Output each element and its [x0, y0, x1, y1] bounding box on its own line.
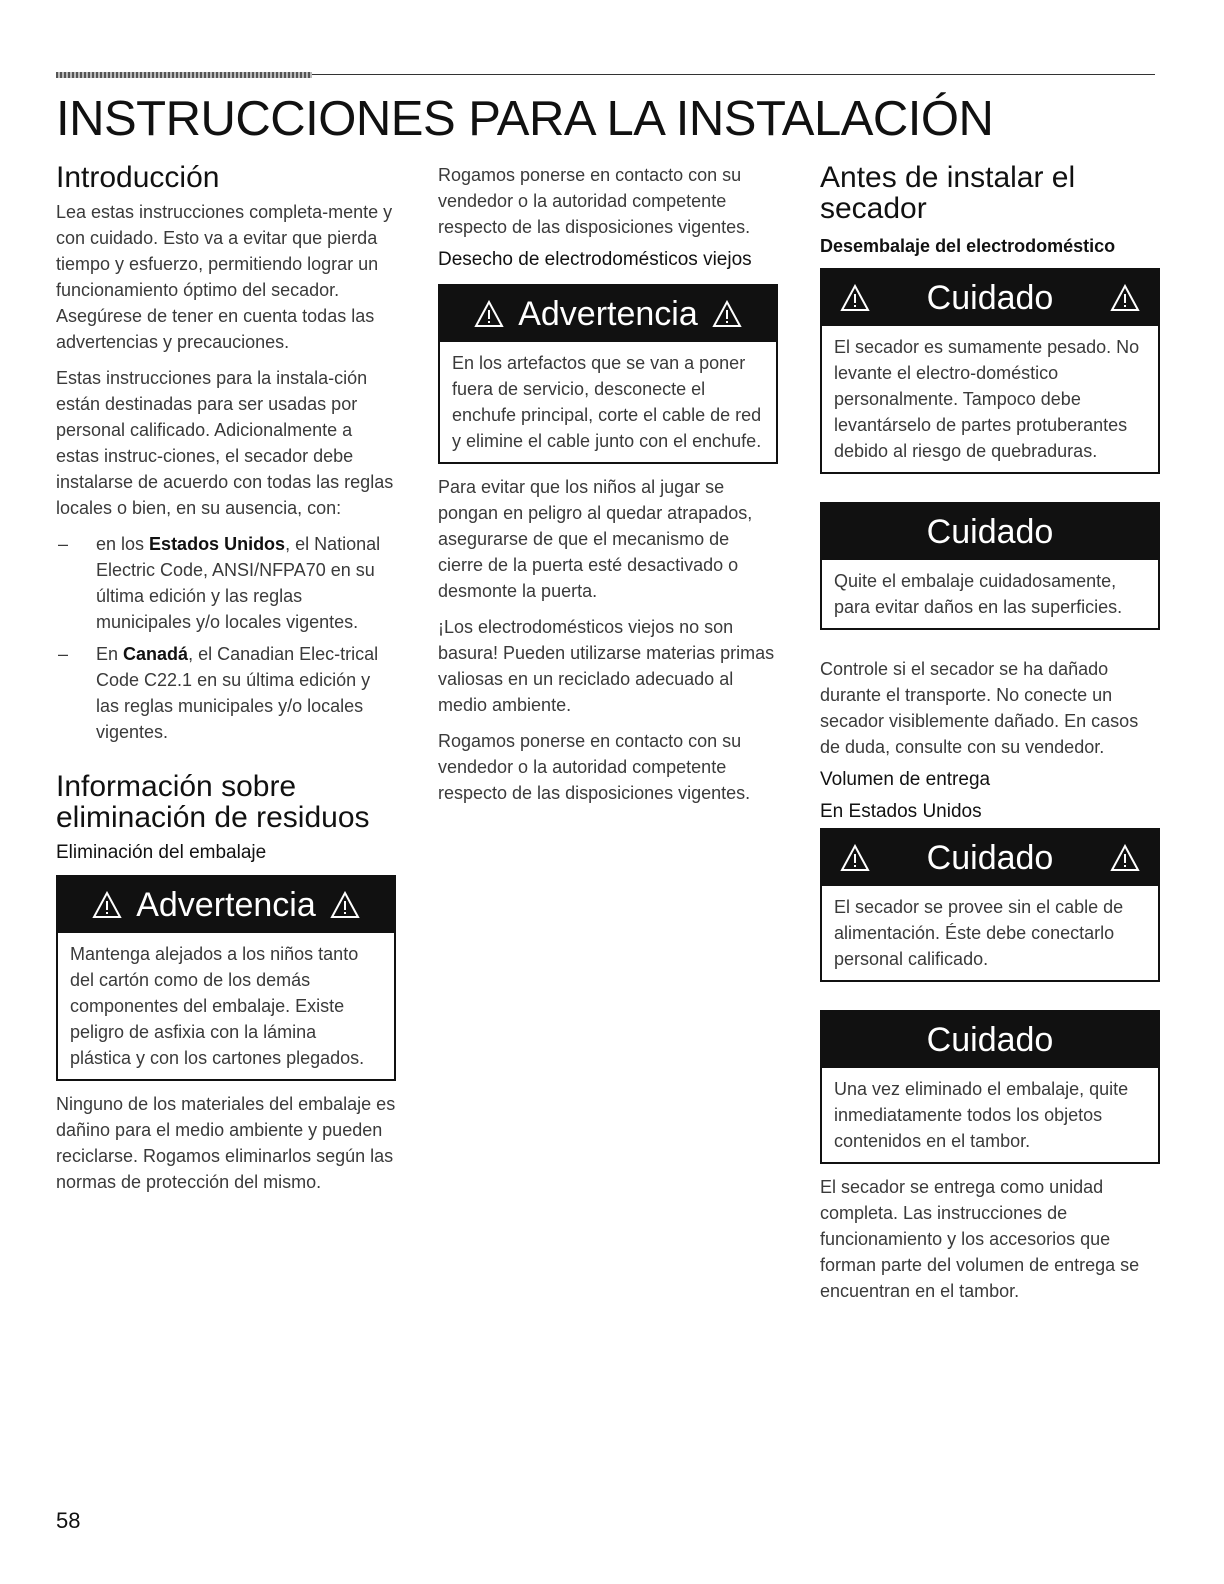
- caution-box-drum: [820, 1010, 1160, 1164]
- children-paragraph: Para evitar que los niños al jugar se pongan en peligro al quedar atrapados, asegurarse de que el mecanismo de cierre de la puerta esté desactivado o desmonte la puerta.: [438, 477, 753, 601]
- warning-triangle-icon: [840, 844, 870, 872]
- contact-paragraph-1: Rogamos ponerse en contacto con su vendedor o la autoridad competente respecto de las disposiciones vigentes.: [438, 165, 751, 237]
- warning-triangle-icon: [840, 284, 870, 312]
- warning-title: Advertencia: [136, 886, 316, 924]
- intro-paragraph-1: Lea estas instrucciones completa-mente y con cuidado. Esto va a evitar que pierda tiempo y esfuerzo, permitiendo lograr un funcionamiento óptimo del secador. Asegúrese de tener en cuenta todas las advertencias y precauciones.: [56, 202, 393, 352]
- intro-paragraph-2: Estas instrucciones para la instala-ción están destinadas para ser usadas por personal calificado. Adicionalmente a estas instruc-ciones, el secador debe instalarse de acuerdo con todas las reglas locales o bien, en su ausencia, con:: [56, 368, 394, 518]
- caution-header: [822, 270, 1158, 326]
- warning-title: Advertencia: [518, 295, 698, 333]
- warning-header: [58, 877, 394, 933]
- caution-box-cable: [820, 828, 1160, 982]
- warning-header: [440, 286, 776, 342]
- column-left: [56, 162, 396, 1205]
- unpack-subheading: Desembalaje del electrodoméstico: [820, 236, 1116, 256]
- packaging-subheading: Eliminación del embalaje: [56, 842, 267, 863]
- column-right: [820, 162, 1160, 1314]
- caution-title: Cuidado: [926, 839, 1054, 877]
- warning-triangle-icon: [1110, 284, 1140, 312]
- caution-text: Una vez eliminado el embalaje, quite inmediatamente todos los objetos contenidos en el tambor.: [834, 1079, 1129, 1151]
- caution-header: [822, 1012, 1158, 1068]
- caution-text: Quite el embalaje cuidadosamente, para evitar daños en las superficies.: [834, 571, 1123, 617]
- page-number: 58: [56, 1508, 81, 1533]
- before-install-heading: Antes de instalar el secador: [820, 161, 1076, 225]
- warning-text: En los artefactos que se van a poner fuera de servicio, desconecte el enchufe principal, corte el cable de red y elimine el cable junto con el enchufe.: [452, 353, 762, 451]
- intro-heading: Introducción: [56, 161, 220, 194]
- caution-title: Cuidado: [926, 279, 1054, 317]
- caution-header: [822, 504, 1158, 560]
- packaging-paragraph: Ninguno de los materiales del embalaje es dañino para el medio ambiente y pueden reciclarse. Rogamos eliminarlos según las normas de protección del mismo.: [56, 1094, 396, 1192]
- top-rule-hatch: [56, 72, 312, 78]
- us-subheading: En Estados Unidos: [820, 801, 982, 822]
- delivery-subheading: Volumen de entrega: [820, 769, 991, 790]
- warning-triangle-icon: [712, 300, 742, 328]
- regulations-list: [56, 531, 396, 745]
- page-title: INSTRUCCIONES PARA LA INSTALACIÓN: [56, 92, 994, 146]
- warning-triangle-icon: [1110, 844, 1140, 872]
- list-item: – en los Estados Unidos, el National Electric Code, ANSI/NFPA70 en su última edición y las reglas municipales y/o locales vigentes.: [58, 534, 381, 632]
- warning-triangle-icon: [474, 300, 504, 328]
- caution-box-heavy: [820, 268, 1160, 474]
- caution-header: [822, 830, 1158, 886]
- recycling-paragraph: ¡Los electrodomésticos viejos no son basura! Pueden utilizarse materias primas valiosas en un reciclado adecuado al medio ambiente.: [438, 617, 775, 715]
- caution-box-unpack: [820, 502, 1160, 630]
- waste-heading: Información sobre eliminación de residuos: [56, 770, 370, 834]
- old-appliances-subheading: Desecho de electrodomésticos viejos: [438, 249, 752, 270]
- column-middle: [438, 162, 778, 816]
- caution-text: El secador es sumamente pesado. No levante el electro-doméstico personalmente. Tampoco debe levantárselo de partes protuberantes debido al riesgo de quebraduras.: [834, 337, 1140, 461]
- warning-box-packaging: [56, 875, 396, 1081]
- contact-paragraph-2: Rogamos ponerse en contacto con su vendedor o la autoridad competente respecto de las disposiciones vigentes.: [438, 731, 751, 803]
- list-item: – En Canadá, el Canadian Elec-trical Code C22.1 en su última edición y las reglas municipales y/o locales vigentes.: [58, 644, 379, 742]
- warning-box-old-appliances: [438, 284, 778, 464]
- warning-text: Mantenga alejados a los niños tanto del cartón como de los demás componentes del embalaje. Existe peligro de asfixia con la lámina plástica y con los cartones plegados.: [70, 944, 365, 1068]
- caution-title: Cuidado: [926, 513, 1054, 551]
- caution-text: El secador se provee sin el cable de alimentación. Éste debe conectarlo personal calificado.: [834, 897, 1124, 969]
- delivery-paragraph: El secador se entrega como unidad completa. Las instrucciones de funcionamiento y los accesorios que forman parte del volumen de entrega se encuentran en el tambor.: [820, 1177, 1140, 1301]
- warning-triangle-icon: [92, 891, 122, 919]
- caution-title: Cuidado: [926, 1021, 1054, 1059]
- inspect-paragraph: Controle si el secador se ha dañado durante el transporte. No conecte un secador visiblemente dañado. En casos de duda, consulte con su vendedor.: [820, 659, 1139, 757]
- warning-triangle-icon: [330, 891, 360, 919]
